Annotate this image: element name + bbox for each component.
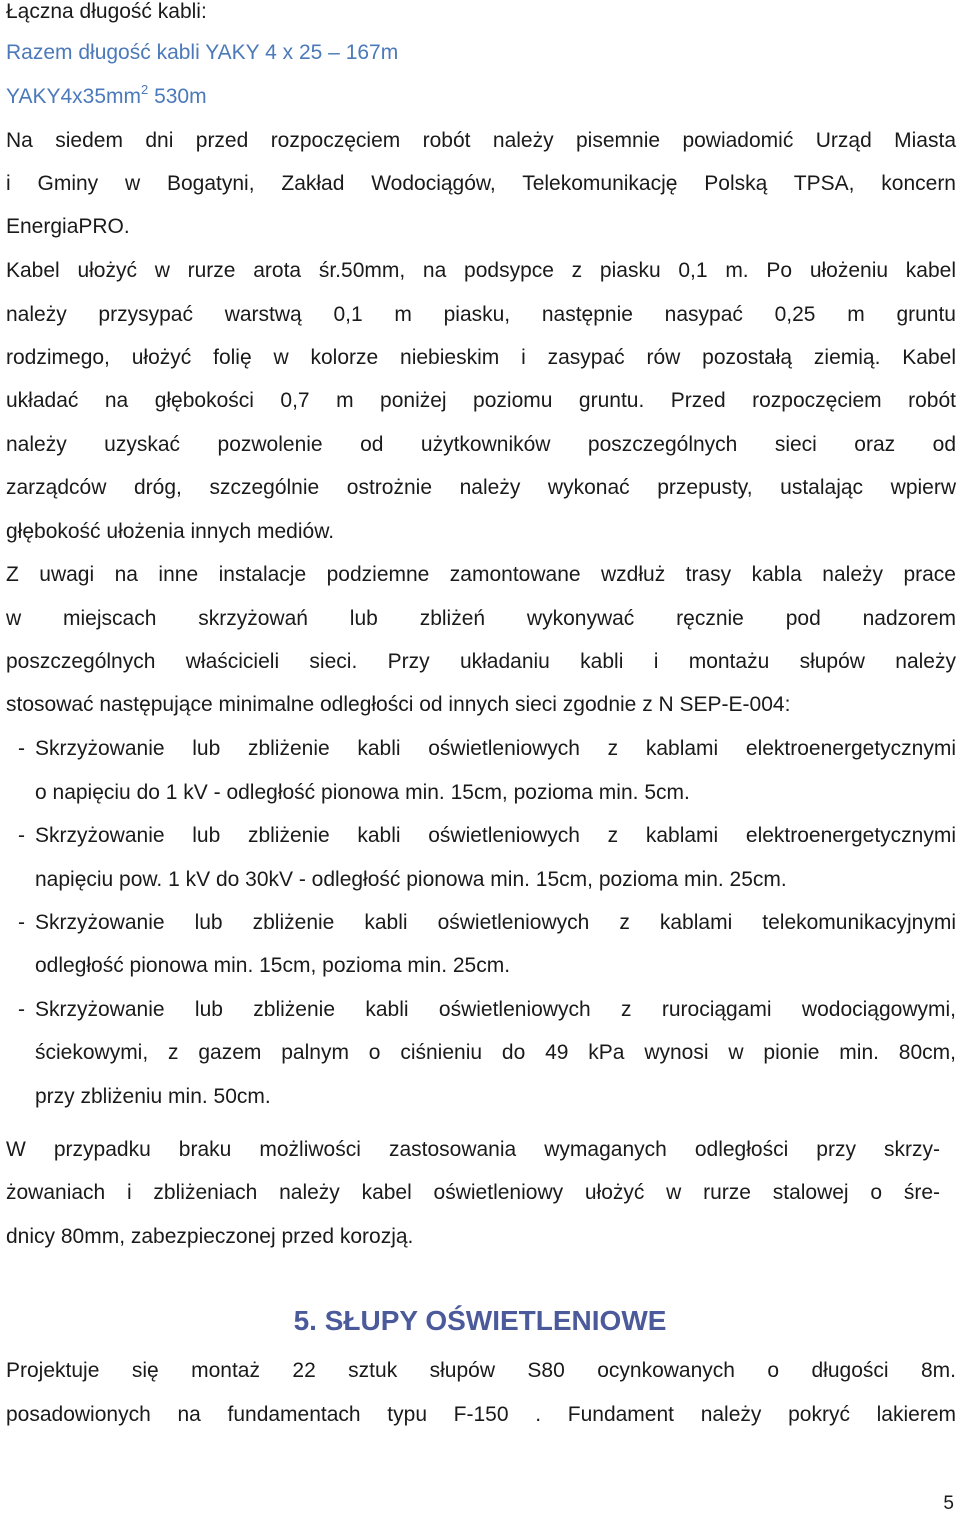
yaky-type: YAKY4x35mm xyxy=(6,85,141,108)
para3-line: stosować następujące minimalne odległości od innych sieci zgodnie z N SEP-E-004: xyxy=(6,693,791,716)
list-bullet: - xyxy=(18,998,25,1021)
cable-length-title: Łączna długość kabli: xyxy=(6,0,207,23)
yaky-cable-length xyxy=(6,82,956,112)
list-item-line: ściekowymi, z gazem palnym o ciśnieniu do 49 kPa wynosi w pionie min. 80cm, xyxy=(35,1041,956,1064)
para4-line: dnicy 80mm, zabezpieczonej przed korozją. xyxy=(6,1225,414,1248)
para3-line: w miejscach skrzyżowań lub zbliżeń wykonywać ręcznie pod nadzorem xyxy=(6,607,956,630)
para2-line: układać na głębokości 0,7 m poniżej poziomu gruntu. Przed rozpoczęciem robót xyxy=(6,389,956,412)
para2-line: głębokość ułożenia innych mediów. xyxy=(6,520,335,543)
para2-line: zarządców dróg, szczególnie ostrożnie należy wykonać przepusty, ustalając wpierw xyxy=(6,476,956,499)
para2-line: należy przysypać warstwą 0,1 m piasku, następnie nasypać 0,25 m gruntu xyxy=(6,303,956,326)
page-number: 5 xyxy=(943,1493,954,1514)
para4-line: żowaniach i zbliżeniach należy kabel oświetleniowy ułożyć w rurze stalowej o śre- xyxy=(6,1181,940,1204)
list-item-line: napięciu pow. 1 kV do 30kV - odległość pionowa min. 15cm, pozioma min. 25cm. xyxy=(35,868,787,891)
list-bullet: - xyxy=(18,911,25,934)
list-item-line: o napięciu do 1 kV - odległość pionowa min. 15cm, pozioma min. 5cm. xyxy=(35,781,690,804)
list-item-line: Skrzyżowanie lub zbliżenie kabli oświetleniowych z kablami elektroenergetycznymi xyxy=(35,824,956,847)
para3-line: Z uwagi na inne instalacje podziemne zamontowane wzdłuż trasy kabla należy prace xyxy=(6,563,956,586)
total-cable-length: Razem długość kabli YAKY 4 x 25 – 167m xyxy=(6,41,399,64)
para5-line: Projektuje się montaż 22 sztuk słupów S80 ocynkowanych o długości 8m. xyxy=(6,1359,956,1382)
list-item-line: odległość pionowa min. 15cm, pozioma min. 25cm. xyxy=(35,954,511,977)
yaky-superscript: 2 xyxy=(141,82,149,97)
para5-line: posadowionych na fundamentach typu F-150 . Fundament należy pokryć lakierem xyxy=(6,1403,956,1426)
para4-line: W przypadku braku możliwości zastosowania wymaganych odległości przy skrzy- xyxy=(6,1138,940,1161)
para1-line: EnergiaPRO. xyxy=(6,215,130,238)
list-bullet: - xyxy=(18,824,25,847)
list-item-line: przy zbliżeniu min. 50cm. xyxy=(35,1085,271,1108)
para2-line: należy uzyskać pozwolenie od użytkowników poszczególnych sieci oraz od xyxy=(6,433,956,456)
yaky-length: 530m xyxy=(148,85,207,108)
para1-line: Na siedem dni przed rozpoczęciem robót należy pisemnie powiadomić Urząd Miasta xyxy=(6,129,956,152)
list-item-line: Skrzyżowanie lub zbliżenie kabli oświetleniowych z kablami elektroenergetycznymi xyxy=(35,737,956,760)
list-item-line: Skrzyżowanie lub zbliżenie kabli oświetleniowych z rurociągami wodociągowymi, xyxy=(35,998,956,1021)
list-bullet: - xyxy=(18,737,25,760)
section-heading: 5. SŁUPY OŚWIETLENIOWE xyxy=(293,1305,667,1336)
para2-line: rodzimego, ułożyć folię w kolorze niebieskim i zasypać rów pozostałą ziemią. Kabel xyxy=(6,346,956,369)
para1-line: i Gminy w Bogatyni, Zakład Wodociągów, Telekomunikację Polską TPSA, koncern xyxy=(6,172,956,195)
list-item-line: Skrzyżowanie lub zbliżenie kabli oświetleniowych z kablami telekomunikacyjnymi xyxy=(35,911,956,934)
para2-line: Kabel ułożyć w rurze arota śr.50mm, na podsypce z piasku 0,1 m. Po ułożeniu kabel xyxy=(6,259,956,282)
para3-line: poszczególnych właścicieli sieci. Przy układaniu kabli i montażu słupów należy xyxy=(6,650,956,673)
